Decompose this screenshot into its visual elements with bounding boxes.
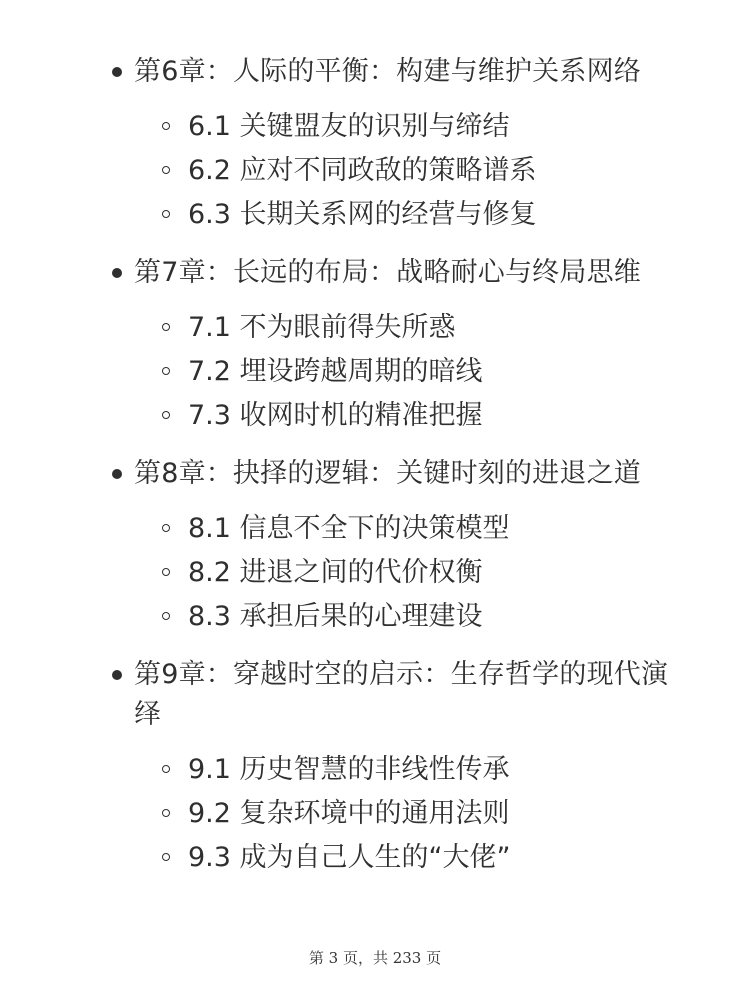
chapter-heading [104, 454, 694, 494]
list-item [104, 350, 694, 394]
list-item [104, 836, 694, 880]
chapter-title: 第6章：人际的平衡：构建与维护关系网络 [134, 56, 641, 87]
chapter-7 [104, 253, 694, 438]
section-title: 9.2 复杂环境中的通用法则 [188, 798, 510, 829]
section-title: 9.1 历史智慧的非线性传承 [188, 754, 510, 785]
list-item [104, 105, 694, 149]
filled-bullet-icon [112, 469, 122, 479]
hollow-bullet-icon [162, 411, 170, 419]
chapter-title: 第7章：长远的布局：战略耐心与终局思维 [134, 257, 641, 288]
hollow-bullet-icon [162, 524, 170, 532]
filled-bullet-icon [112, 268, 122, 278]
chapter-heading [104, 655, 694, 735]
list-item [104, 394, 694, 438]
section-title: 6.1 关键盟友的识别与缔结 [188, 111, 510, 142]
section-list [104, 748, 694, 880]
list-item [104, 595, 694, 639]
chapter-9 [104, 655, 694, 880]
hollow-bullet-icon [162, 122, 170, 130]
page-footer [0, 947, 750, 968]
section-list [104, 105, 694, 237]
section-title: 6.2 应对不同政敌的策略谱系 [188, 155, 537, 186]
hollow-bullet-icon [162, 853, 170, 861]
section-title: 9.3 成为自己人生的“大佬” [188, 842, 511, 873]
list-item [104, 551, 694, 595]
chapter-heading [104, 253, 694, 293]
page-number-label: 第 3 页，共 233 页 [308, 949, 442, 967]
hollow-bullet-icon [162, 568, 170, 576]
section-title: 8.3 承担后果的心理建设 [188, 601, 483, 632]
list-item [104, 507, 694, 551]
list-item [104, 792, 694, 836]
section-title: 8.2 进退之间的代价权衡 [188, 557, 483, 588]
hollow-bullet-icon [162, 166, 170, 174]
hollow-bullet-icon [162, 210, 170, 218]
list-item [104, 306, 694, 350]
list-item [104, 193, 694, 237]
list-item [104, 748, 694, 792]
filled-bullet-icon [112, 67, 122, 77]
hollow-bullet-icon [162, 809, 170, 817]
section-list [104, 507, 694, 639]
hollow-bullet-icon [162, 612, 170, 620]
hollow-bullet-icon [162, 323, 170, 331]
section-list [104, 306, 694, 438]
filled-bullet-icon [112, 670, 122, 680]
chapter-8 [104, 454, 694, 639]
section-title: 7.2 埋设跨越周期的暗线 [188, 356, 483, 387]
section-title: 6.3 长期关系网的经营与修复 [188, 199, 537, 230]
hollow-bullet-icon [162, 367, 170, 375]
table-of-contents [104, 52, 694, 896]
hollow-bullet-icon [162, 765, 170, 773]
list-item [104, 149, 694, 193]
chapter-title: 第8章：抉择的逻辑：关键时刻的进退之道 [134, 458, 641, 489]
section-title: 7.3 收网时机的精准把握 [188, 400, 483, 431]
section-title: 7.1 不为眼前得失所惑 [188, 312, 456, 343]
chapter-heading [104, 52, 694, 92]
chapter-6 [104, 52, 694, 237]
chapter-title: 第9章：穿越时空的启示：生存哲学的现代演绎 [134, 659, 669, 730]
section-title: 8.1 信息不全下的决策模型 [188, 513, 510, 544]
